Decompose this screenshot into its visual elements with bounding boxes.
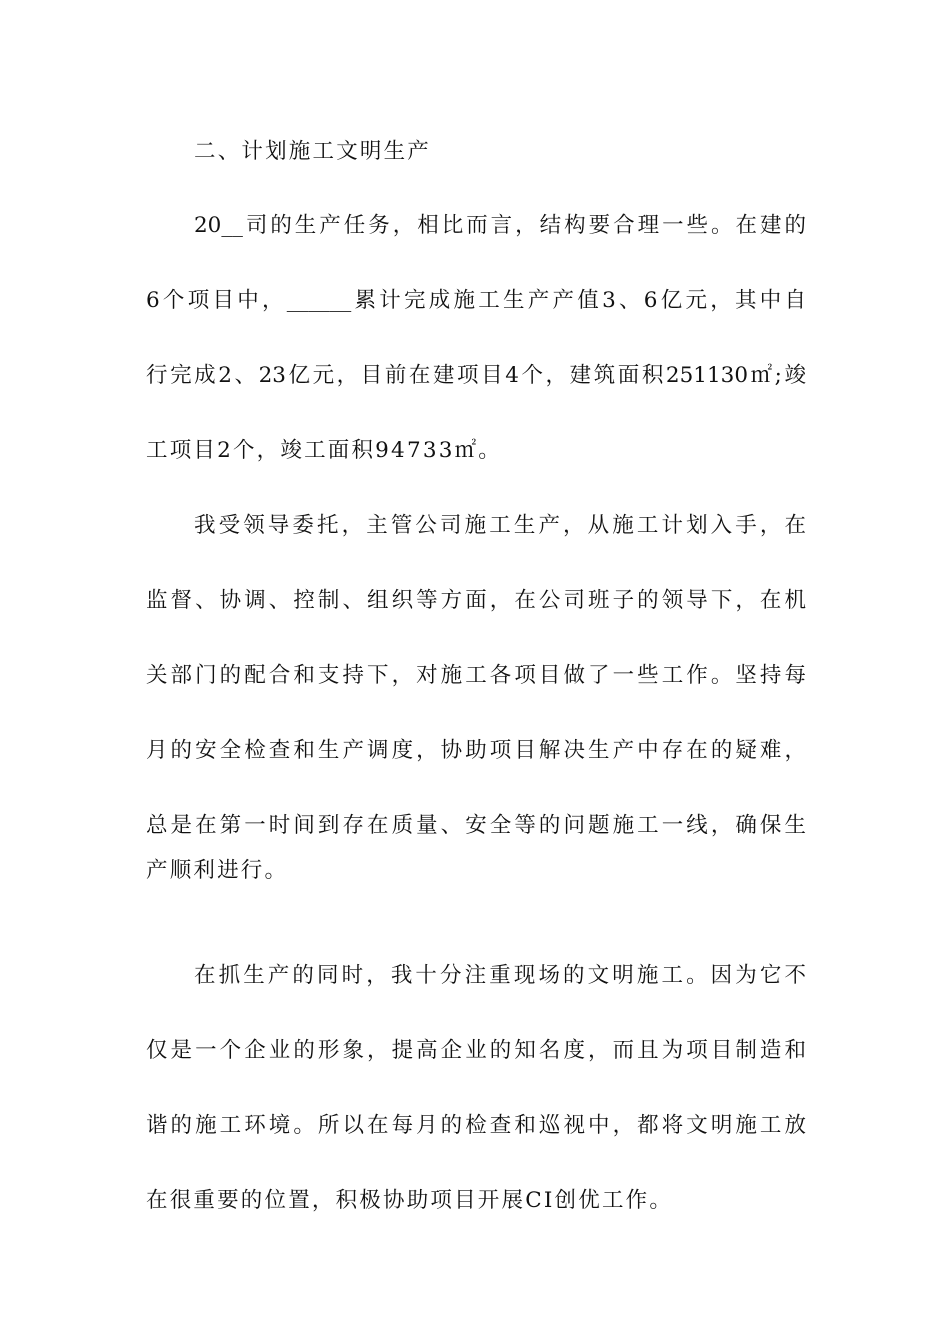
- paragraph-2-line-6: 产顺利进行。: [146, 858, 289, 883]
- paragraph-2-line-4: 月的安全检查和生产调度，协助项目解决生产中存在的疑难，: [146, 738, 806, 763]
- paragraph-2-line-2: 监督、协调、控制、组织等方面，在公司班子的领导下，在机: [146, 588, 806, 613]
- paragraph-3-line-4: 在很重要的位置，积极协助项目开展CI创优工作。: [146, 1188, 674, 1213]
- paragraph-1-line-3: 行完成2、23亿元，目前在建项目4个，建筑面积251130㎡;竣: [146, 363, 806, 388]
- paragraph-2-line-3: 关部门的配合和支持下，对施工各项目做了一些工作。坚持每: [146, 663, 806, 688]
- paragraph-1-line-1: 20__司的生产任务，相比而言，结构要合理一些。在建的: [194, 213, 806, 238]
- paragraph-1-line-2: 6个项目中，______累计完成施工生产产值3、6亿元，其中自: [146, 288, 806, 313]
- paragraph-3-line-3: 谐的施工环境。所以在每月的检查和巡视中，都将文明施工放: [146, 1113, 806, 1138]
- paragraph-2-line-5: 总是在第一时间到存在质量、安全等的问题施工一线，确保生: [146, 813, 806, 838]
- paragraph-3-line-1: 在抓生产的同时，我十分注重现场的文明施工。因为它不: [194, 963, 806, 988]
- section-heading: 二、计划施工文明生产: [194, 139, 432, 164]
- paragraph-1-line-4: 工项目2个，竣工面积94733㎡。: [146, 438, 502, 463]
- paragraph-2-line-1: 我受领导委托，主管公司施工生产，从施工计划入手，在: [194, 513, 806, 538]
- paragraph-3-line-2: 仅是一个企业的形象，提高企业的知名度，而且为项目制造和: [146, 1038, 806, 1063]
